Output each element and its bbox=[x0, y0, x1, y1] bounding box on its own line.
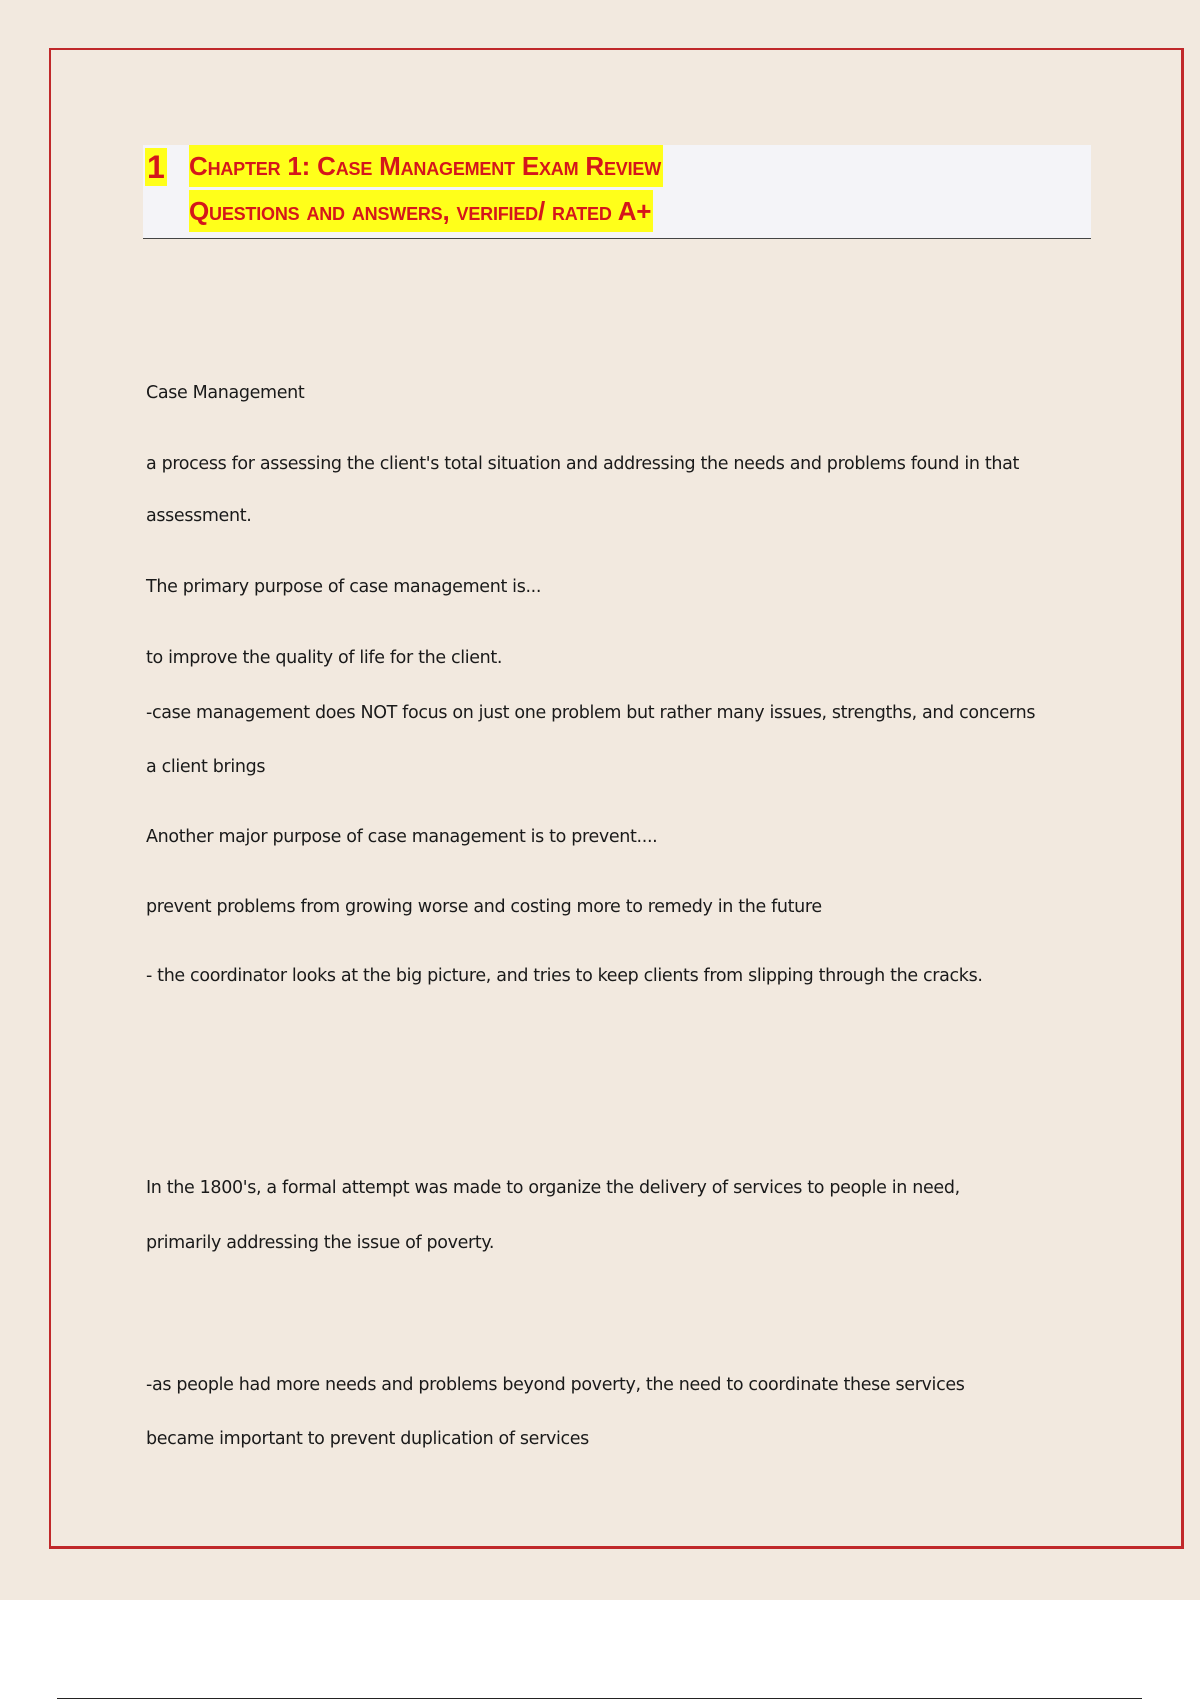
body-line: primarily addressing the issue of poverty. bbox=[146, 1233, 495, 1253]
heading-number: 1 bbox=[147, 149, 165, 185]
term-case-management: Case Management bbox=[146, 383, 305, 403]
body-line: -as people had more needs and problems beyond poverty, the need to coordinate these services bbox=[146, 1375, 965, 1395]
answer-line: - the coordinator looks at the big picture, and tries to keep clients from slipping through the cracks. bbox=[146, 966, 983, 986]
question-line: Another major purpose of case management is to prevent.... bbox=[146, 827, 658, 847]
body-line: became important to prevent duplication of services bbox=[146, 1429, 589, 1449]
heading-title-line-2: Questions and answers, verified/ rated A+ bbox=[189, 190, 653, 232]
answer-line: prevent problems from growing worse and costing more to remedy in the future bbox=[146, 897, 822, 917]
body-line: In the 1800's, a formal attempt was made to organize the delivery of services to people in need, bbox=[146, 1178, 960, 1198]
heading-title-line-1: Chapter 1: Case Management Exam Review bbox=[189, 145, 663, 187]
answer-line: to improve the quality of life for the client. bbox=[146, 648, 503, 668]
definition-line: assessment. bbox=[146, 506, 252, 526]
footer-divider bbox=[57, 1698, 1142, 1699]
answer-line: -case management does NOT focus on just one problem but rather many issues, strengths, and concerns bbox=[146, 703, 1036, 723]
question-line: The primary purpose of case management is... bbox=[146, 577, 542, 597]
answer-line: a client brings bbox=[146, 757, 266, 777]
page-border-frame bbox=[49, 48, 1184, 1549]
definition-line: a process for assessing the client's total situation and addressing the needs and problems found in that bbox=[146, 454, 1019, 474]
